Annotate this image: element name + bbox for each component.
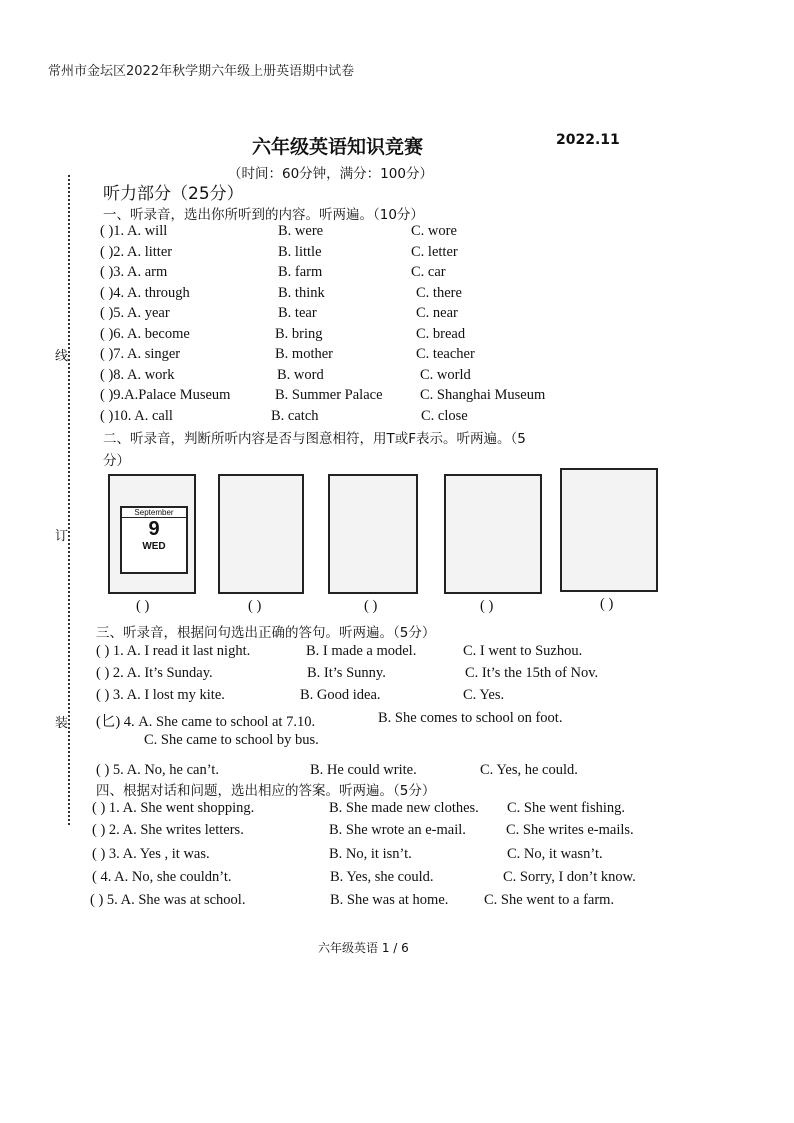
question-option-b: B. It’s Sunny. [307, 665, 386, 681]
question-option-c: C. car [411, 264, 446, 280]
margin-mark: 订 [55, 529, 69, 544]
question-option-c: C. She went fishing. [507, 800, 626, 816]
question-option-b: B. No, it isn’t. [329, 846, 412, 862]
question-option-a: ( )9.A.Palace Museum [100, 387, 231, 403]
answer-blank[interactable]: ( ) [248, 598, 262, 614]
question-option-b: B. She comes to school on foot. [378, 710, 563, 726]
picture-calendar [108, 474, 196, 594]
question-option-c: C. wore [411, 223, 457, 239]
question-option-b: B. mother [275, 346, 333, 362]
question-option-b: B. He could write. [310, 762, 417, 778]
margin-mark: 装 [55, 716, 69, 731]
margin-mark: 线 [55, 349, 69, 364]
question-option-a: ( ) 5. A. She was at school. [90, 892, 246, 908]
question-option-a: ( ) 1. A. She went shopping. [92, 800, 255, 816]
calendar-icon [120, 506, 188, 574]
calendar-month: September [122, 508, 186, 518]
question-option-a: ( )3. A. arm [100, 264, 168, 280]
picture-man-on-phone [218, 474, 304, 594]
question-option-b: B. Yes, she could. [330, 869, 434, 885]
question-option-b: B. tear [278, 305, 317, 321]
question-option-b: B. Summer Palace [275, 387, 383, 403]
section-1-heading: 一、听录音，选出你所听到的内容。听两遍。（10分） [103, 207, 424, 223]
calendar-weekday: WED [142, 541, 166, 552]
question-option-c: C. I went to Suzhou. [463, 643, 583, 659]
answer-blank[interactable]: ( ) [364, 598, 378, 614]
question-option-c: C. there [416, 284, 462, 301]
question-option-b: B. She wrote an e-mail. [329, 822, 466, 838]
question-option-b: B. word [277, 366, 324, 383]
question-option-c: C. Yes, he could. [480, 762, 578, 778]
question-option-a: ( )6. A. become [100, 325, 190, 342]
answer-blank[interactable]: ( ) [480, 598, 494, 614]
question-option-c: C. near [416, 305, 458, 321]
question-option-b: B. She was at home. [330, 892, 449, 908]
question-option-c: C. She writes e-mails. [506, 822, 634, 838]
part-heading: 听力部分（25分） [103, 184, 244, 204]
question-option-c: C. She went to a farm. [484, 892, 615, 908]
section-3-heading: 三、听录音，根据问句选出正确的答句。听两遍。（5分） [96, 625, 436, 641]
question-option-a: ( )10. A. call [100, 407, 173, 424]
question-option-c: C. teacher [416, 346, 475, 362]
question-option-a: ( 4. A. No, she couldn’t. [92, 869, 232, 885]
question-option-a: ( ) 5. A. No, he can’t. [96, 762, 219, 778]
question-option-b: B. were [278, 223, 324, 239]
question-option-b: B. catch [271, 407, 319, 424]
section-4-heading: 四、根据对话和问题，选出相应的答案。听两遍。（5分） [96, 783, 436, 799]
page-footer: 六年级英语 1 / 6 [318, 941, 409, 955]
calendar-day: 9 [148, 518, 160, 540]
question-option-a: ( )8. A. work [100, 366, 175, 383]
question-option-c: C. bread [416, 325, 466, 342]
picture-people-at-party [444, 474, 542, 594]
question-option-c: C. No, it wasn’t. [507, 846, 603, 862]
question-option-b: B. I made a model. [306, 643, 417, 659]
question-option-a: ( ) 3. A. Yes , it was. [92, 846, 210, 862]
question-option-a: ( )5. A. year [100, 305, 170, 321]
question-option-c: C. Sorry, I don’t know. [503, 869, 636, 885]
exam-date: 2022.11 [556, 132, 620, 148]
exam-time-score: （时间：60分钟，满分：100分） [228, 166, 433, 182]
section-2-heading: 二、听录音，判断所听内容是否与图意相符，用T或F表示。听两遍。（5 [103, 431, 526, 447]
question-option-c: C. She came to school by bus. [144, 732, 319, 748]
question-option-b: B. Good idea. [300, 687, 381, 703]
picture-boy-at-computer [328, 474, 418, 594]
exam-title: 六年级英语知识竞赛 [252, 136, 424, 158]
answer-blank[interactable]: ( ) [136, 598, 150, 614]
doc-header: 常州市金坛区2022年秋学期六年级上册英语期中试卷 [48, 64, 355, 79]
answer-blank[interactable]: ( ) [600, 596, 614, 612]
question-option-c: C. world [420, 366, 471, 383]
question-option-b: B. little [278, 243, 322, 260]
question-option-c: C. letter [411, 243, 458, 260]
question-option-c: C. Shanghai Museum [420, 387, 546, 403]
question-option-c: C. close [421, 407, 468, 424]
question-option-b: B. bring [275, 325, 323, 342]
question-option-c: C. Yes. [463, 687, 505, 703]
question-option-a: ( ) 2. A. It’s Sunday. [96, 665, 213, 681]
question-option-b: B. farm [278, 264, 323, 280]
picture-crowd [560, 468, 658, 592]
question-option-a: ( )4. A. through [100, 284, 190, 301]
question-option-a: ( )7. A. singer [100, 346, 181, 362]
section-2-heading-cont: 分） [103, 453, 130, 469]
question-option-a: ( ) 2. A. She writes letters. [92, 822, 244, 838]
question-option-b: B. She made new clothes. [329, 800, 479, 816]
question-option-b: B. think [278, 284, 325, 301]
question-option-a: (匕) 4. A. She came to school at 7.10. [96, 714, 316, 730]
question-option-c: C. It’s the 15th of Nov. [465, 665, 599, 681]
question-option-a: ( ) 1. A. I read it last night. [96, 643, 251, 659]
binding-line [68, 175, 70, 825]
question-option-a: ( ) 3. A. I lost my kite. [96, 687, 225, 703]
question-option-a: ( )1. A. will [100, 223, 168, 239]
question-option-a: ( )2. A. litter [100, 243, 173, 260]
